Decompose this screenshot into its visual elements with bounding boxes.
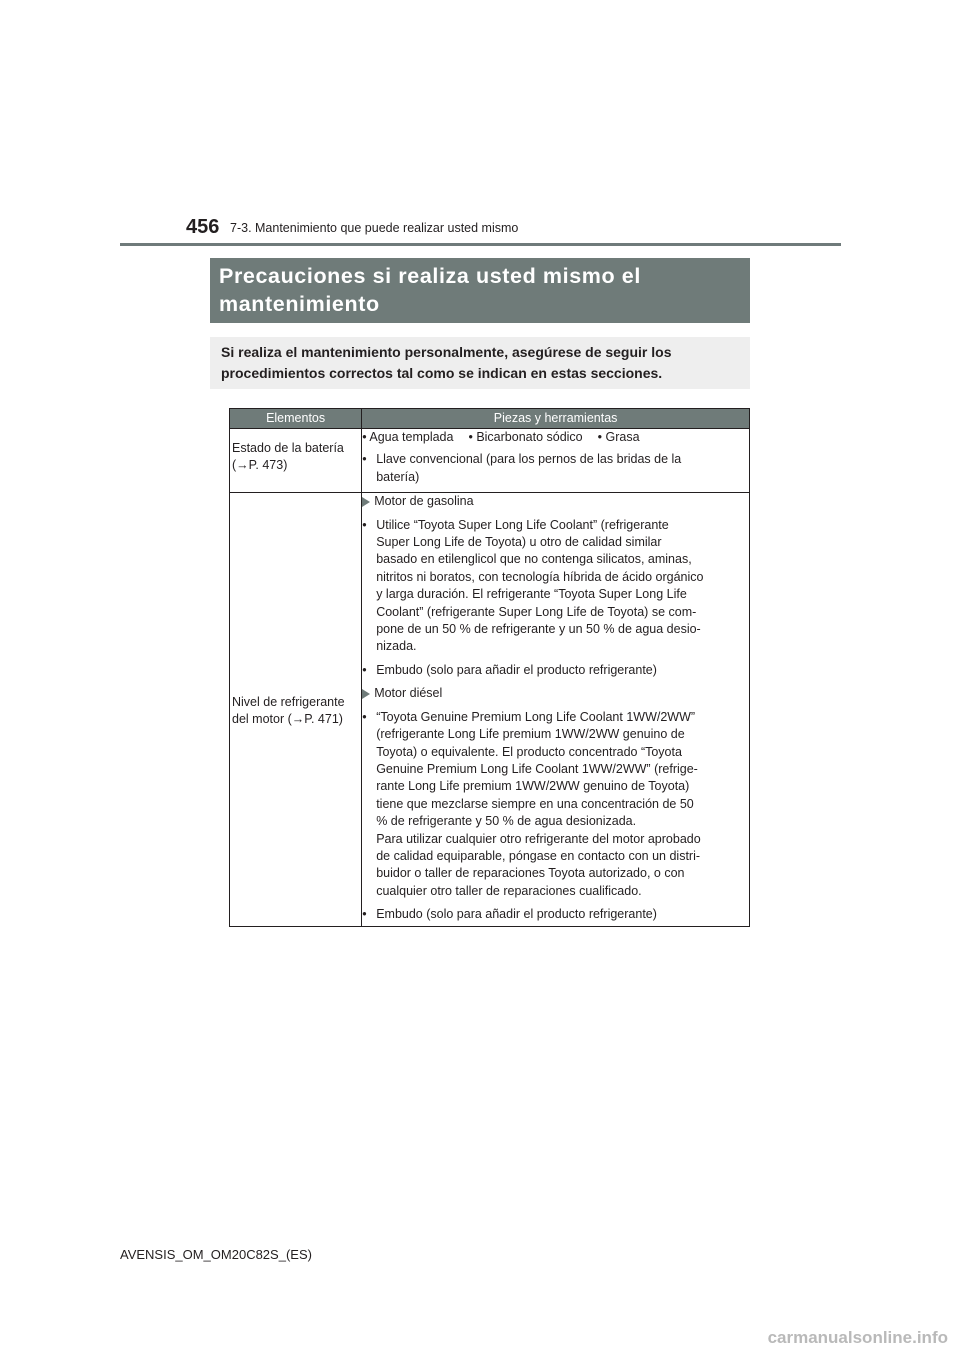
page-title-line: Precauciones si realiza usted mismo el bbox=[219, 264, 641, 288]
section-title: 7-3. Mantenimiento que puede realizar usted mismo bbox=[230, 221, 519, 235]
list-item: • Llave convencional (para los pernos de las bridas de la batería) bbox=[362, 451, 749, 486]
column-header-elements: Elementos bbox=[230, 409, 362, 429]
table-header-row bbox=[230, 409, 750, 429]
table-row bbox=[230, 429, 750, 493]
intro-box bbox=[210, 337, 750, 389]
parts-table bbox=[229, 408, 750, 927]
tools-coolant bbox=[362, 493, 750, 926]
list-item: • “Toyota Genuine Premium Long Life Coolant 1WW/2WW” (refrigerante Long Life premium 1WW/2WW genuino de Toyota) o equivalente. El producto concentrado “Toyota Genuine Premium Long Life Coolant 1WW/2WW” (refrige- rante Long Life premium 1WW/2WW genuino de Toyota) tiene que mezclarse siempre en una concentración de 50 % de refrigerante y 50 % de agua desionizada. Para utilizar cualquier otro refrigerante del motor aprobado de calidad equiparable, póngase en contacto con un distri- buidor o taller de reparaciones Toyota autorizado, o con cualquier otro taller de reparaciones cualificado. bbox=[362, 709, 749, 900]
list-item: • Utilice “Toyota Super Long Life Coolant” (refrigerante Super Long Life de Toyota) u otro de calidad similar basado en etilenglicol que no contenga silicatos, aminas, nitritos ni boratos, con tecnología híbrida de ácido orgánico y larga duración. El refrigerante “Toyota Super Long Life Coolant” (refrigerante Super Long Life de Toyota) se com- pone de un 50 % de refrigerante y un 50 % de agua desio- nizada. bbox=[362, 517, 749, 656]
element-coolant: Nivel de refrigerante del motor (→P. 471) bbox=[230, 493, 362, 926]
intro-line: procedimientos correctos tal como se indican en estas secciones. bbox=[221, 365, 663, 381]
list-item: • Bicarbonato sódico bbox=[468, 429, 582, 446]
page-reference-link[interactable]: (→P. 473) bbox=[232, 458, 288, 473]
column-header-parts: Piezas y herramientas bbox=[362, 409, 750, 429]
list-item: • Embudo (solo para añadir el producto refrigerante) bbox=[362, 662, 749, 679]
list-item: • Agua templada bbox=[362, 429, 453, 446]
page-title bbox=[210, 258, 750, 323]
page-reference-link[interactable]: del motor (→P. 471) bbox=[232, 712, 343, 727]
header-divider bbox=[120, 243, 841, 246]
subheading-gasoline: Motor de gasolina bbox=[362, 493, 749, 510]
footer-document-code: AVENSIS_OM_OM20C82S_(ES) bbox=[120, 1247, 312, 1262]
table-row bbox=[230, 493, 750, 926]
list-item: • Embudo (solo para añadir el producto refrigerante) bbox=[362, 906, 749, 923]
page-number: 456 bbox=[186, 216, 220, 238]
inline-bullet-list bbox=[362, 429, 749, 446]
triangle-marker-icon bbox=[362, 689, 370, 699]
page-title-line: mantenimiento bbox=[219, 292, 380, 316]
intro-line: Si realiza el mantenimiento personalmente, asegúrese de seguir los bbox=[221, 344, 672, 360]
triangle-marker-icon bbox=[362, 497, 370, 507]
element-battery: Estado de la batería (→P. 473) bbox=[230, 429, 362, 493]
tools-battery bbox=[362, 429, 750, 493]
subheading-diesel: Motor diésel bbox=[362, 685, 749, 702]
list-item: • Grasa bbox=[598, 429, 640, 446]
watermark: carmanualsonline.info bbox=[767, 1328, 948, 1347]
